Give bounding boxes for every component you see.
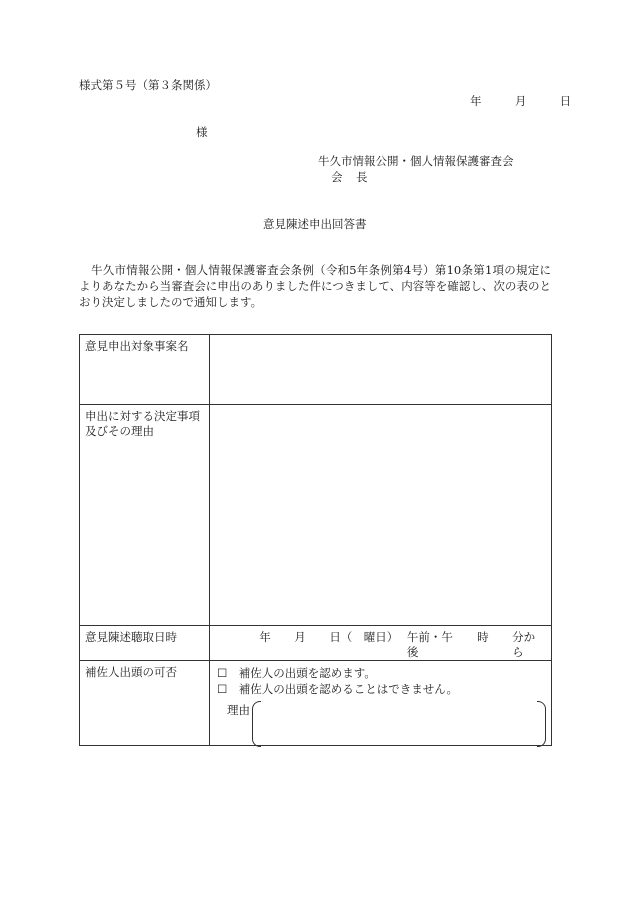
date-year: 年 [470,94,482,108]
hearing-month: 月 [294,630,306,644]
response-table [79,334,552,746]
hearing-ampm: 午前・午後 [406,630,453,659]
addressee-honorific: 様 [196,125,208,139]
hearing-hour: 時 [477,630,489,644]
body-paragraph: 牛久市情報公開・個人情報保護審査会条例（令和5年条例第4号）第10条第1項の規定によりあなたから当審査会に申出のありました件につきまして、内容等を確認し、次の表のとおり決定しましたので通知します。 [79,263,551,309]
table-row [80,626,552,661]
case-name-label: 意見申出対象事案名 [80,335,210,405]
hearing-datetime-field[interactable] [210,626,552,661]
option-deny-checkbox[interactable]: ☐ 補佐人の出頭を認めることはできません。 [217,682,458,696]
decision-label [80,405,210,626]
decision-label-line2: 及びその理由 [85,424,154,438]
hearing-minute: 分から [512,630,536,659]
assistant-label: 補佐人出頭の可否 [80,661,210,746]
table-row [80,335,552,405]
org-title: 会 長 [331,170,369,184]
decision-field[interactable] [210,405,552,626]
table-row [80,405,552,626]
table-row [80,661,552,746]
case-name-field[interactable] [210,335,552,405]
hearing-year: 年 [259,630,271,644]
option-permit-checkbox[interactable]: ☐ 補佐人の出頭を認めます。 [217,666,376,680]
reason-label: 理由 [227,703,250,717]
right-bracket-icon [537,701,546,747]
decision-label-line1: 申出に対する決定事項 [85,409,200,423]
date-line [470,96,571,108]
hearing-datetime-label: 意見陳述聴取日時 [80,626,210,661]
date-month: 月 [514,94,527,108]
hearing-day: 日（ 曜日） [329,630,399,644]
form-number: 様式第５号（第３条関係） [79,78,217,92]
left-bracket-icon [252,701,261,747]
reason-area[interactable] [215,701,546,745]
org-name: 牛久市情報公開・個人情報保護審査会 [318,154,514,168]
assistant-field [210,661,552,746]
document-title: 意見陳述申出回答書 [263,217,367,231]
date-day: 日 [559,94,572,108]
